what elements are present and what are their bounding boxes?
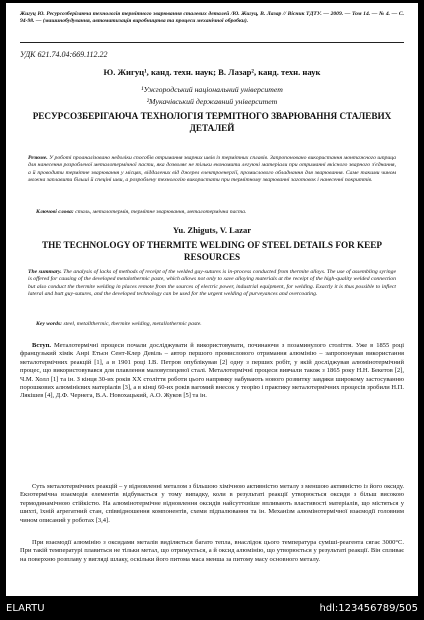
paper-page — [6, 3, 418, 596]
citation-header: Жигуц Ю. Ресурсозберігаюча технологія термітного зварювання сталевих деталей /Ю. Жигуц, В. Лазар // Вісник ТДТУ. — 2009. — Том 14. — № 4. — С. 94-98. — (машинобудування, автоматизація виробництва та процеси механічної обробки). — [20, 11, 404, 25]
affiliation-1: ¹Ужгородський національний університет — [141, 85, 283, 94]
keywords-uk — [36, 209, 396, 216]
keywords-uk-lead: Ключові слова: — [36, 209, 74, 215]
title-en: THE TECHNOLOGY OF THERMITE WELDING OF STEEL DETAILS FOR KEEP RESOURCES — [41, 240, 383, 262]
abstract-en — [28, 269, 396, 299]
keywords-en-lead: Key words: — [36, 321, 63, 327]
keywords-uk-text: сталь, металотермія, термітне зварювання, металотермічна паста. — [73, 209, 247, 215]
abstract-uk-lead: Резюме. — [28, 155, 48, 161]
abstract-uk-text: У роботі проаналізовано недоліки способів отримання зварних швів із термітних сплавів. Запропоновано використання монтажного шприца для нанесення розробленої металотермічної пасти, яка дозволяє не тільки економити легуючі матеріали при отриманні якісного зварного з'єднання, а й проводити термітне зварювання у місцях, віддалених від джерел електроенергії, промислового обладнання для зварювання. Саме такими чином можна заплавити більші й спеціні шви, а розроблену технологію використати при термітному зварюванні заготовок і нанесенні покриттів. — [28, 155, 396, 184]
viewer-footer — [0, 599, 424, 620]
intro-paragraph — [20, 342, 404, 401]
intro-lead: Вступ. — [32, 342, 51, 349]
authors-en: Yu. Zhiguts, V. Lazar — [172, 225, 252, 235]
body-paragraph-3: При взаємодії алюмінію з оксидами металів виділяється багато тепла, внаслідок цього температура суміші-реагента сягає 3000°С. При такій температурі плавиться не тільки метал, що отримується, а й оксид алюмінію, що утворюється у результаті реакції. Він спливає на поверхню розплаву у вигляді шлаку, оскільки його питома маса менша за питому масу основного металу. — [20, 539, 404, 563]
title-uk: РЕСУРСОЗБЕРІГАЮЧА ТЕХНОЛОГІЯ ТЕРМІТНОГО ЗВАРЮВАННЯ СТАЛЕВИХ ДЕТАЛЕЙ — [32, 111, 392, 133]
abstract-en-lead: The summary. — [28, 269, 62, 275]
authors-uk: Ю. Жигуц¹, канд. техн. наук; В. Лазар², канд. техн. наук — [103, 67, 321, 77]
abstract-en-text: The analysis of lacks of methods of receipt of the welded guy-sutures is in-process conducted from thermite alloys. The use of assembling syringe is offered for causing of the developed metalothermic paste, which allows not only to save alloying materials at the receipt of the high-quality welded connection but also conduct the thermite welding in places remote from the sources of electric power, industrial equipment, for welding. Exactly it is thus possible to inflect lateral and butt guy-sutures, and the developed technology can be used for the urgent welding of purveyances and overcoating. — [28, 269, 396, 298]
header-divider — [20, 42, 404, 43]
keywords-en — [36, 321, 396, 328]
affiliation-2: ²Мукачівський державний університет — [146, 97, 278, 106]
keywords-en-text: steel, metallthermic, thermite welding, metallothermic paste. — [62, 321, 202, 327]
repository-name: ELARTU — [6, 603, 45, 614]
udk-code: УДК 621.74.04:669.112.22 — [20, 50, 108, 59]
intro-text: Металотермічні процеси почали досліджувати й використовувати, починаючи з позаминулого століття. Уже в 1855 році французький хімік Анрі Етьєн Сент-Клер Девіль – автор першого промислового отримання алюмінію – запропонував використання металотермічних реакцій [1], а в 1901 році І.В. Петров опублікував [2] одну з перших робіт, у якій досліджував алюмінотермічний процес, що використовувався для плавлення маловуглецевої сталі. Металотермічні процеси вивчали також з 1865 року Н.Н. Бекетов [2], Ч.М. Холл [1] та ін. З кінця 30-их років ХХ століття роботи цього напрямку набувають нового розвитку завдяки широкому застосуванню порошкових алюмінієвих матеріалів [3], а в кінці 60-их років вагомий внесок у теорію і практику металотермічних процесів зробили Н.П. Лякішев [4], Д.Ф. Чернега, В.А. Новохацький, А.О. Жуков [5] та ін. — [20, 342, 404, 400]
abstract-uk — [28, 155, 396, 185]
body-paragraph-2: Суть металотермічних реакцій – у відновленні металом з більшою хімічною активністю металу з меншою активністю із його оксиду. Екзотермічна взаємодія елементів відбувається у тому випадку, коли в результаті реакції утворюється оксиди з більш високою термодинамічною стійкістю. На алюмінотермічне відновлення оксидів найсуттєвіше впливають властивості матеріалів, що містяться у шихті, їхній агрегатний стан, співвідношення компонентів, схеми підпалювання та ін. Механізм алюмінотермічної взаємодії головним чином описаний у роботах [3,4]. — [20, 483, 404, 524]
handle-id: hdl:123456789/505 — [319, 603, 418, 614]
